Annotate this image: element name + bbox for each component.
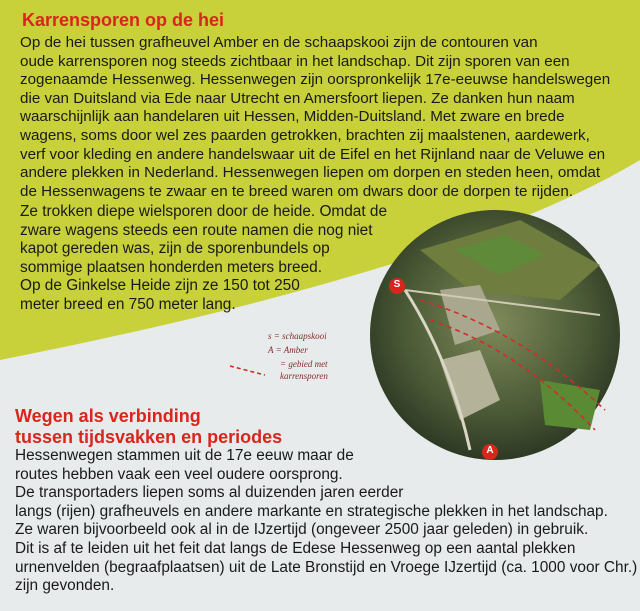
section1-line: de Hessenwagens te zwaar en te breed waren om dwars door de dorpen te rijden. xyxy=(20,182,573,200)
section1-line: zogenaamde Hessenweg. Hessenwegen zijn oorspronkelijk 17e-eeuwse handelswegen xyxy=(20,71,611,89)
section1-line: andere plekken in Nederland. Hessenwegen liepen om dorpen en steden heen, omdat xyxy=(20,164,601,182)
map-legend xyxy=(268,330,328,382)
marker-s-label: S xyxy=(393,279,401,290)
aerial-map xyxy=(370,210,620,460)
section2-line: Hessenwegen stammen uit de 17e eeuw maar de xyxy=(15,447,354,464)
section2-line: De transportaders liepen soms al duizenden jaren eerder xyxy=(15,484,404,502)
section1-line: die van Duitsland via Ede naar Utrecht en Amersfoort liepen. Ze danken hun naam xyxy=(20,89,575,107)
section1-line: verf voor kleding en andere handelswaar uit de Eifel en het Rijnland naar de Veluwe en xyxy=(20,145,606,163)
section1-title: Karrensporen op de hei xyxy=(22,10,225,30)
legend-amber: A = Amber xyxy=(268,345,308,355)
section1-line: Op de Ginkelse Heide zijn ze 150 tot 250 xyxy=(20,277,300,295)
marker-a-label: A xyxy=(486,445,494,456)
section1-line: waarschijnlijk aan handelaren uit Hessen, Midden-Duitsland. Met zware en brede xyxy=(20,108,565,126)
section2-paragraph xyxy=(15,447,637,596)
section2-line: urnenvelden (begraafplaatsen) uit de Late Bronstijd en Vroege IJzertijd (ca. 1000 voor Chr.) xyxy=(15,558,638,576)
legend-sporen-1: = gebied met xyxy=(280,359,328,369)
section2-line: Ze waren bijvoorbeeld ook al in de IJzertijd (ongeveer 2500 jaar geleden) in gebruik. xyxy=(15,521,589,539)
section1-line: sommige plaatsen honderden meters breed. xyxy=(20,258,323,276)
section1-line: wagens, soms door wel zes paarden getrokken, brachten zij maalstenen, aardewerk, xyxy=(20,126,590,144)
section1-paragraph-b xyxy=(20,203,387,315)
section2-line: langs (rijen) grafheuvels en andere markante en strategische plekken in het landschap. xyxy=(15,502,608,520)
section1-line: Ze trokken diepe wielsporen door de heide. Omdat de xyxy=(20,203,388,220)
section1-line: kapot gereden was, zijn de sporenbundels op xyxy=(20,240,330,258)
section2-line: zijn gevonden. xyxy=(15,577,115,595)
section2-line: Dit is af te leiden uit het feit dat langs de Edese Hessenweg op een aantal plekken xyxy=(15,539,576,557)
section2-line: routes hebben vaak een veel oudere oorsprong. xyxy=(15,465,343,483)
section1-line: oude karrensporen nog steeds zichtbaar in het landschap. Dit zijn sporen van een xyxy=(20,52,570,70)
section2-title-1: Wegen als verbinding xyxy=(15,406,201,426)
section1-paragraph xyxy=(20,34,632,201)
legend-schaapskooi: s = schaapskooi xyxy=(268,331,327,341)
section1-line: meter breed en 750 meter lang. xyxy=(20,295,236,313)
legend-sporen-2: karrensporen xyxy=(280,371,328,381)
section2-title-2: tussen tijdsvakken en periodes xyxy=(15,427,283,447)
section1-line: zware wagens steeds een route namen die nog niet xyxy=(20,221,373,239)
section1-line: Op de hei tussen grafheuvel Amber en de schaapskooi zijn de contouren van xyxy=(20,34,538,51)
